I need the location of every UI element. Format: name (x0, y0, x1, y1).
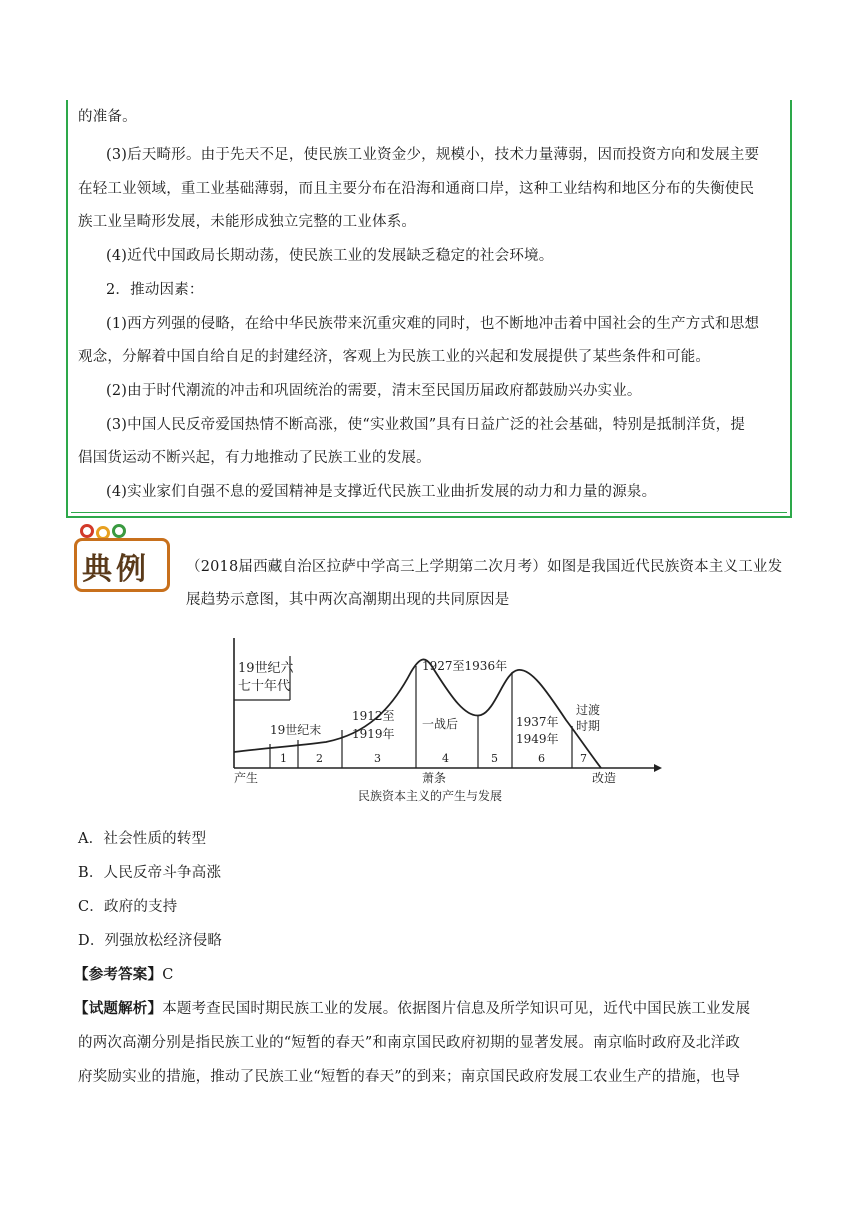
label-transition-line2: 时期 (576, 719, 601, 733)
box-paragraph: 族工业呈畸形发展，未能形成独立完整的工业体系。 (78, 214, 417, 230)
box-paragraph: 2．推动因素： (106, 282, 204, 298)
x-axis-arrow-icon (654, 764, 662, 772)
analysis-text: 的两次高潮分别是指民族工业的“短暂的春天”和南京国民政府初期的显著发展。南京临时政府及北洋政 (78, 1035, 741, 1051)
box-paragraph: (3)中国人民反帝爱国热情不断高涨，使“实业救国”具有日益广泛的社会基础，特别是抵制洋货，提 (106, 417, 746, 433)
question-line: （2018届西藏自治区拉萨中学高三上学期第二次月考）如图是我国近代民族资本主义工业发 (186, 559, 783, 575)
industry-trend-figure (226, 630, 666, 804)
stage-number: 6 (538, 752, 545, 765)
analysis-text: 本题考查民国时期民族工业的发展。依据图片信息及所学知识可见，近代中国民族工业发展 (162, 1001, 751, 1017)
analysis-tag: 【试题解析】 (74, 1000, 163, 1017)
label-birth: 产生 (234, 771, 259, 785)
question-line: 展趋势示意图，其中两次高潮期出现的共同原因是 (186, 592, 510, 608)
option-c: C．政府的支持 (78, 899, 178, 915)
option-b: B．人民反帝斗争高涨 (78, 865, 222, 881)
figure-caption: 民族资本主义的产生与发展 (358, 789, 503, 803)
answer-value: C (162, 967, 174, 983)
option-d: D．列强放松经济侵略 (78, 933, 223, 949)
analysis-line (74, 999, 750, 1019)
label-reform: 改造 (592, 771, 617, 785)
box-paragraph: 倡国货运动不断兴起，有力地推动了民族工业的发展。 (78, 450, 431, 466)
box-paragraph: 观念，分解着中国自给自足的封建经济，客观上为民族工业的兴起和发展提供了某些条件和可能。 (78, 349, 711, 365)
label-1912-line2: 1919年 (352, 727, 395, 741)
label-1937-line2: 1949年 (516, 732, 559, 746)
analysis-text: 府奖励实业的措施，推动了民族工业“短暂的春天”的到来；南京国民政府发展工农业生产的措施，也导 (78, 1069, 741, 1085)
answer-line (74, 965, 174, 985)
green-dot-icon (112, 524, 126, 538)
box-paragraph: (4)实业家们自强不息的爱国精神是支撑近代民族工业曲折发展的动力和力量的源泉。 (106, 484, 657, 500)
label-19c-6070-line2: 七十年代 (238, 679, 291, 694)
box-paragraph: (1)西方列强的侵略，在给中华民族带来沉重灾难的同时，也不断地冲击着中国社会的生产方式和思想 (106, 316, 760, 332)
stage-number: 1 (280, 752, 287, 765)
red-dot-icon (80, 524, 94, 538)
stage-number: 2 (316, 752, 323, 765)
example-badge (70, 520, 170, 590)
option-a: A．社会性质的转型 (78, 831, 207, 847)
answer-tag: 【参考答案】 (74, 966, 163, 983)
label-1912-line1: 1912至 (352, 709, 395, 723)
stage-number: 3 (374, 752, 381, 765)
label-1927: 1927至1936年 (422, 659, 508, 673)
stage-number: 5 (491, 752, 498, 765)
label-transition-line1: 过渡 (576, 703, 601, 717)
label-1937-line1: 1937年 (516, 715, 559, 729)
stage-number: 4 (442, 752, 449, 765)
label-late-19c: 19世纪末 (270, 723, 322, 737)
box-paragraph: (4)近代中国政局长期动荡，使民族工业的发展缺乏稳定的社会环境。 (106, 248, 554, 264)
label-decline: 萧条 (422, 771, 447, 785)
label-19c-6070-line1: 19世纪六 (238, 661, 294, 676)
box-paragraph: 在轻工业领域，重工业基础薄弱，而且主要分布在沿海和通商口岸，这种工业结构和地区分布的失衡使民 (78, 181, 755, 197)
box-paragraph: (2)由于时代潮流的冲击和巩固统治的需要，清末至民国历届政府都鼓励兴办实业。 (106, 383, 642, 399)
box-paragraph: 的准备。 (78, 109, 137, 125)
stage-number: 7 (580, 752, 587, 765)
box-paragraph: (3)后天畸形。由于先天不足，使民族工业资金少，规模小，技术力量薄弱，因而投资方向和发展主要 (106, 147, 760, 163)
badge-label: 典例 (82, 552, 150, 587)
label-ww1: 一战后 (422, 717, 459, 731)
